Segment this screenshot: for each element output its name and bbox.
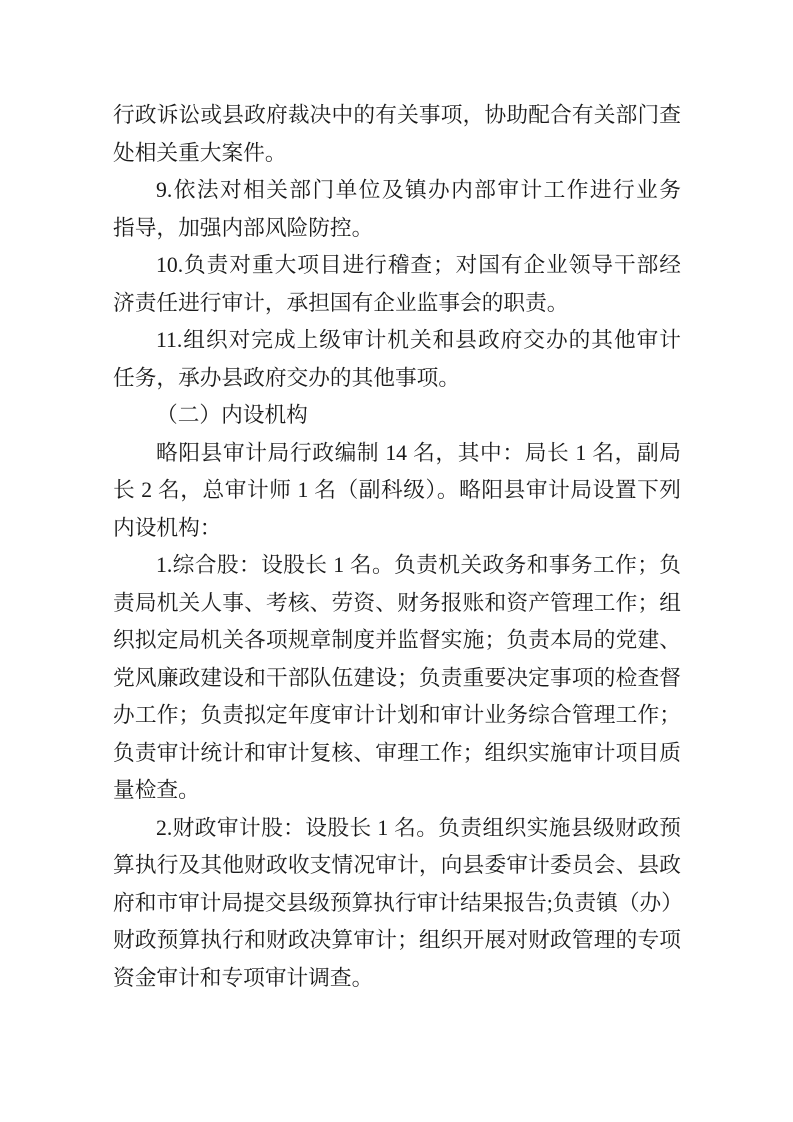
- text-line: 府和市审计局提交县级预算执行审计结果报告;负责镇（办）: [113, 890, 683, 915]
- text-line: 9.依法对相关部门单位及镇办内部审计工作进行业务: [156, 178, 681, 202]
- text-line: 2.财政审计股：设股长 1 名。负责组织实施县级财政预: [156, 815, 681, 840]
- document-text: [113, 97, 681, 997]
- text-line: 任务，承办县政府交办的其他事项。: [113, 365, 461, 390]
- section-heading-line: （二）内设机构: [156, 403, 308, 427]
- text-line: 党风廉政建设和干部队伍建设；负责重要决定事项的检查督: [113, 665, 681, 690]
- text-line: 处相关重大案件。: [113, 140, 287, 165]
- text-line: 略阳县审计局行政编制 14 名，其中：局长 1 名，副局: [156, 440, 681, 465]
- text-line: 指导，加强内部风险防控。: [113, 215, 374, 240]
- text-line: 责局机关人事、考核、劳资、财务报账和资产管理工作；组: [113, 590, 681, 615]
- text-line: 负责审计统计和审计复核、审理工作；组织实施审计项目质: [113, 740, 681, 765]
- text-line: 算执行及其他财政收支情况审计，向县委审计委员会、县政: [113, 853, 681, 877]
- text-line: 11.组织对完成上级审计机关和县政府交办的其他审计: [156, 328, 681, 352]
- text-line: 济责任进行审计，承担国有企业监事会的职责。: [113, 290, 569, 315]
- text-line: 织拟定局机关各项规章制度并监督实施；负责本局的党建、: [113, 628, 681, 652]
- text-line: 10.负责对重大项目进行稽查；对国有企业领导干部经: [156, 253, 681, 277]
- text-line: 长 2 名，总审计师 1 名（副科级）。略阳县审计局设置下列: [113, 478, 681, 502]
- text-line: 行政诉讼或县政府裁决中的有关事项，协助配合有关部门查: [113, 103, 681, 127]
- text-line: 办工作；负责拟定年度审计计划和审计业务综合管理工作；: [113, 703, 681, 727]
- text-line: 资金审计和专项审计调查。: [113, 965, 374, 990]
- text-line: 财政预算执行和财政决算审计；组织开展对财政管理的专项: [113, 928, 681, 952]
- text-line: 内设机构：: [113, 515, 222, 540]
- text-line: 量检查。: [113, 778, 200, 802]
- text-line: 1.综合股：设股长 1 名。负责机关政务和事务工作；负: [156, 553, 681, 577]
